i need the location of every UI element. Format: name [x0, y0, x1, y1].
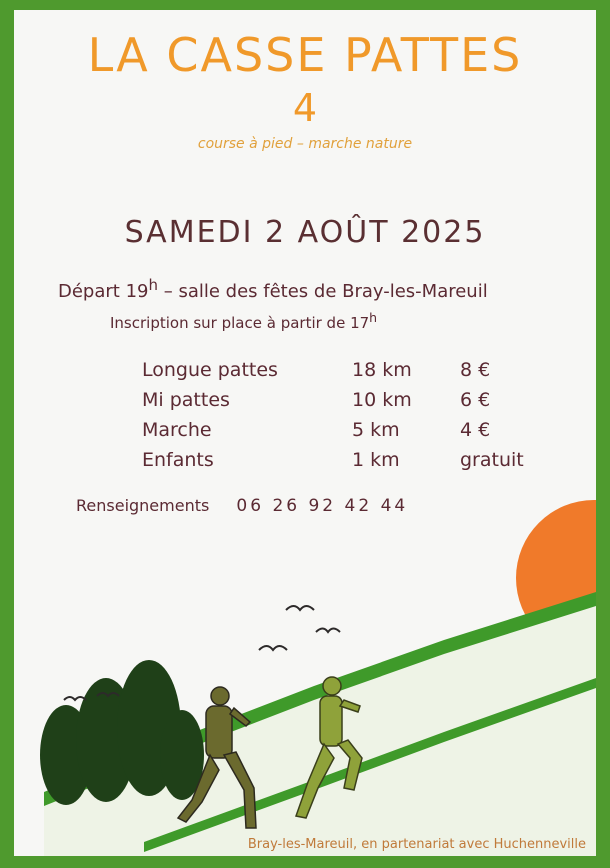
event-date: SAMEDI 2 AOÛT 2025 [124, 215, 486, 250]
race-price: 4 € [460, 419, 491, 441]
race-price-table [142, 355, 540, 475]
inscription-text: Inscription sur place à partir de 17 [110, 314, 370, 332]
race-row [142, 355, 540, 385]
poster-title: LA CASSE PATTES [87, 28, 523, 82]
race-price: 6 € [460, 389, 491, 411]
race-distance: 18 km [352, 359, 412, 381]
race-distance: 1 km [352, 449, 400, 471]
race-row [142, 415, 540, 445]
race-price: gratuit [460, 449, 524, 471]
race-row [142, 385, 540, 415]
race-price: 8 € [460, 359, 491, 381]
race-name: Enfants [142, 449, 214, 471]
race-name: Mi pattes [142, 389, 230, 411]
poster [14, 10, 596, 856]
phone-number: 06 26 92 42 44 [236, 496, 409, 516]
inscription-line [110, 310, 377, 332]
race-row [142, 445, 540, 475]
footer-credits: Bray-les-Mareuil, en partenariat avec Huchenneville [247, 837, 586, 852]
info-label: Renseignements [76, 496, 210, 515]
edition-number: 4 [292, 86, 318, 130]
departure-prefix: Départ 19 [58, 281, 149, 302]
inscription-hour-sup: h [369, 310, 378, 325]
poster-subtitle: course à pied – marche nature [197, 136, 413, 152]
trees-group [40, 660, 204, 805]
info-line [76, 496, 408, 516]
race-distance: 5 km [352, 419, 400, 441]
departure-hour-sup: h [148, 276, 158, 294]
race-name: Longue pattes [142, 359, 278, 381]
race-name: Marche [142, 419, 212, 441]
departure-line [58, 276, 488, 302]
departure-location: – salle des fêtes de Bray-les-Mareuil [158, 281, 488, 302]
race-distance: 10 km [352, 389, 412, 411]
